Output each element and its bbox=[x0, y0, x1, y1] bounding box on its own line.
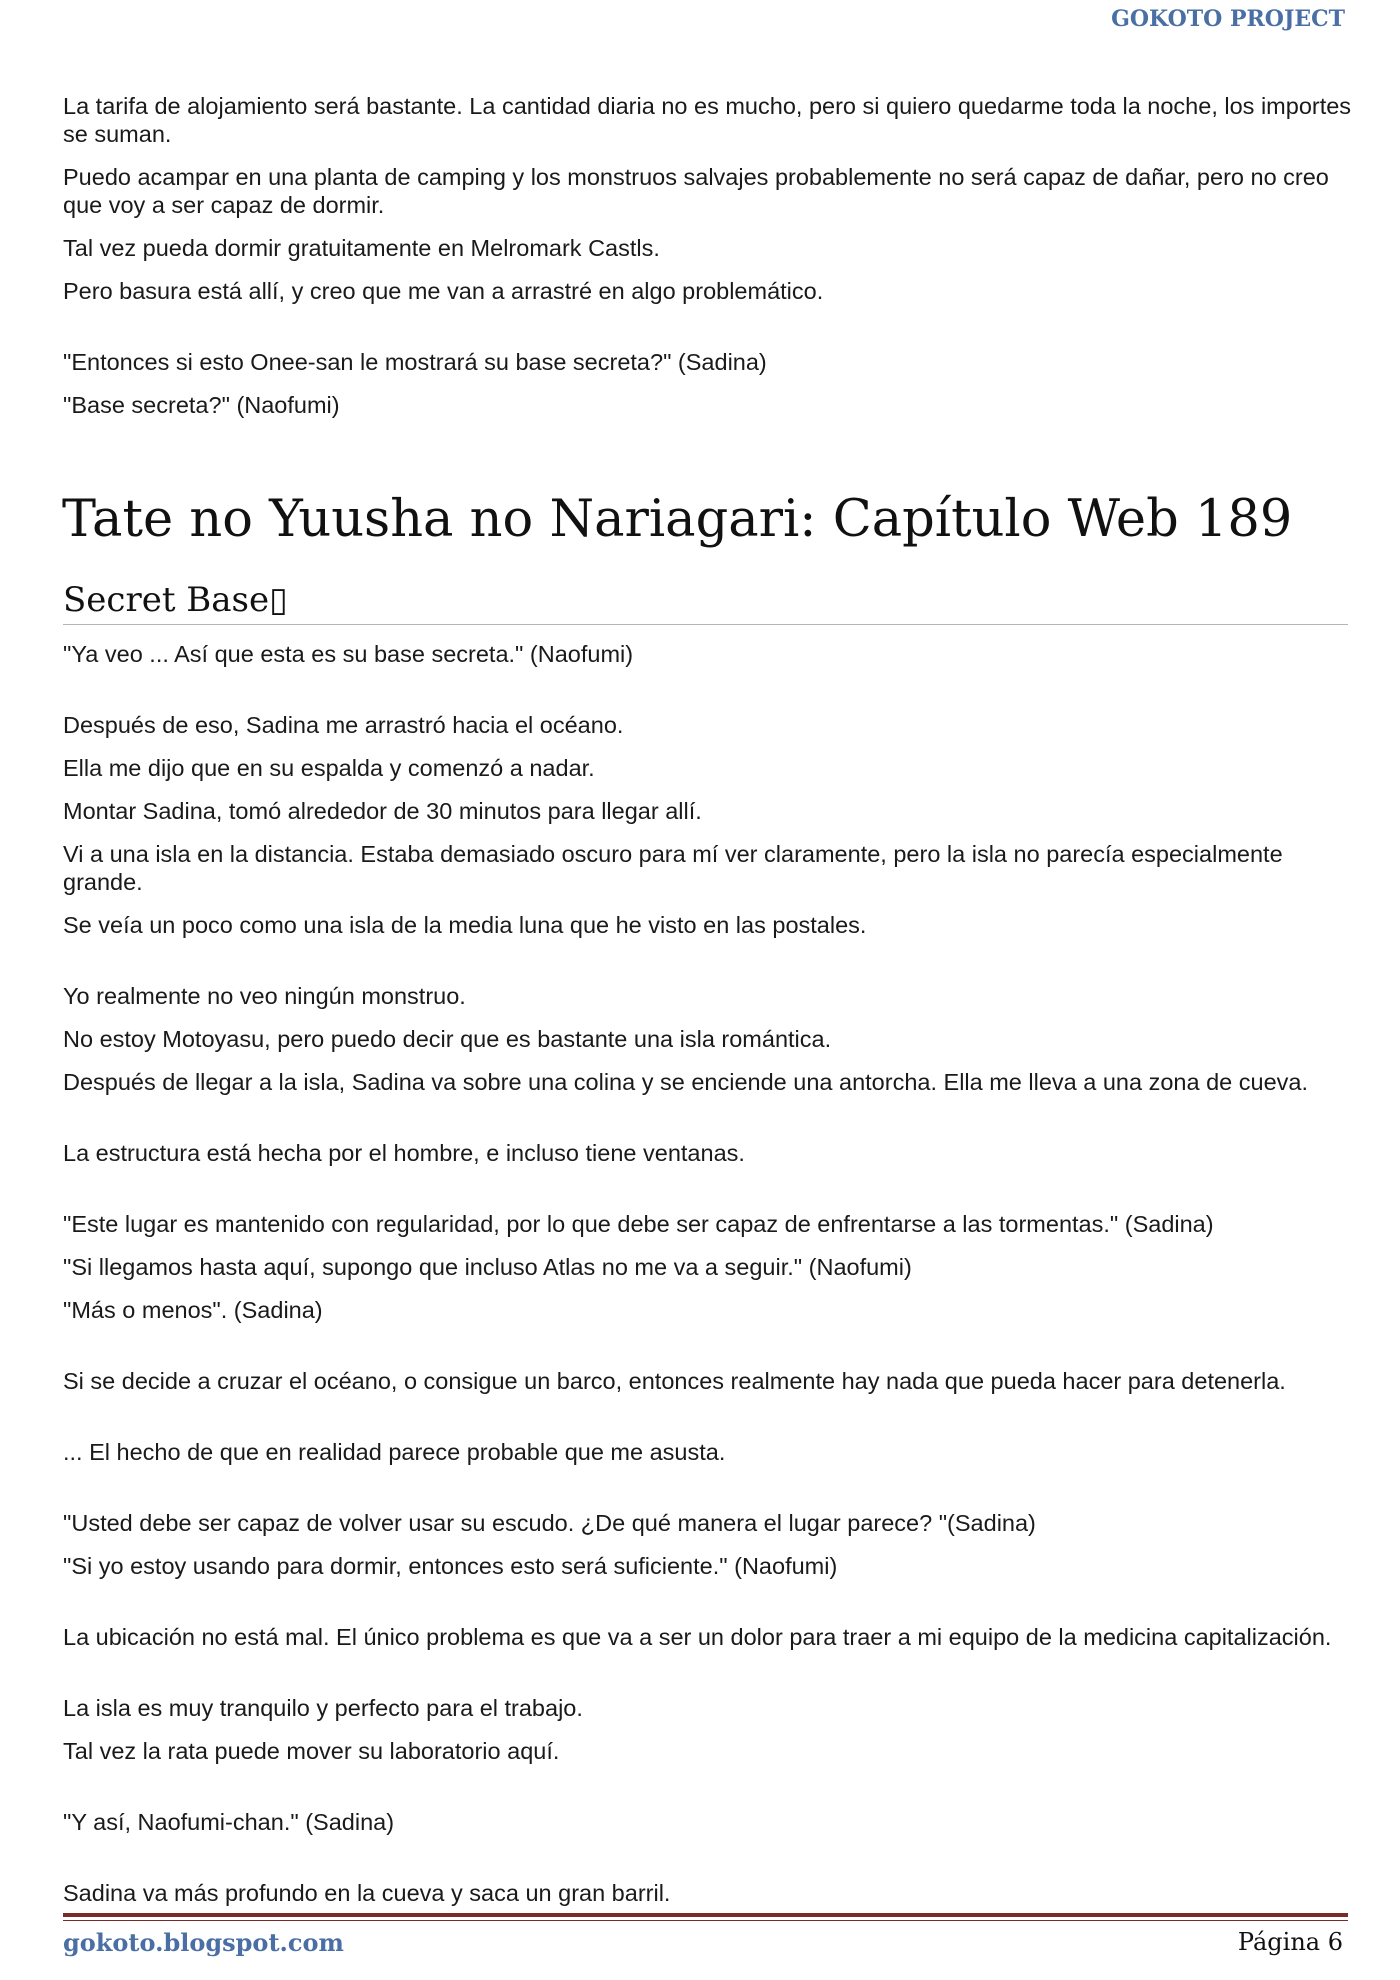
paragraph: Se veía un poco como una isla de la media luna que he visto en las postales. bbox=[63, 912, 867, 938]
paragraph: Si se decide a cruzar el océano, o consigue un barco, entonces realmente hay nada que pueda hacer para detenerla. bbox=[63, 1368, 1286, 1394]
paragraph: La ubicación no está mal. El único problema es que va a ser un dolor para traer a mi equipo de la medicina capitalización. bbox=[63, 1624, 1332, 1650]
paragraph: Vi a una isla en la distancia. Estaba demasiado oscuro para mí ver claramente, pero la isla no parecía especialmente grande. bbox=[63, 841, 1283, 895]
paragraph: Después de eso, Sadina me arrastró hacia el océano. bbox=[63, 712, 624, 738]
footer-divider-thin bbox=[63, 1920, 1348, 1921]
paragraph: Montar Sadina, tomó alrededor de 30 minutos para llegar allí. bbox=[63, 798, 702, 824]
dialogue-line: "Base secreta?" (Naofumi) bbox=[63, 392, 340, 418]
dialogue-line: "Este lugar es mantenido con regularidad, por lo que debe ser capaz de enfrentarse a las tormentas." (Sadina) bbox=[63, 1211, 1214, 1237]
header-brand: GOKOTO PROJECT bbox=[1111, 6, 1345, 32]
dialogue-line: "Más o menos". (Sadina) bbox=[63, 1297, 323, 1323]
dialogue-line: "Entonces si esto Onee-san le mostrará su base secreta?" (Sadina) bbox=[63, 349, 767, 375]
paragraph: La tarifa de alojamiento será bastante. La cantidad diaria no es mucho, pero si quiero quedarme toda la noche, los importes se suman. bbox=[63, 93, 1352, 147]
dialogue-line: "Si llegamos hasta aquí, supongo que incluso Atlas no me va a seguir." (Naofumi) bbox=[63, 1254, 912, 1280]
paragraph: Puedo acampar en una planta de camping y los monstruos salvajes probablemente no será capaz de dañar, pero no creo que voy a ser capaz de dormir. bbox=[63, 164, 1329, 218]
paragraph: Pero basura está allí, y creo que me van a arrastré en algo problemático. bbox=[63, 278, 824, 304]
footer-url: gokoto.blogspot.com bbox=[63, 1928, 344, 1957]
paragraph: La estructura está hecha por el hombre, e incluso tiene ventanas. bbox=[63, 1140, 745, 1166]
paragraph: Sadina va más profundo en la cueva y saca un gran barril. bbox=[63, 1880, 671, 1906]
section-divider bbox=[63, 624, 1348, 625]
paragraph: ... El hecho de que en realidad parece probable que me asusta. bbox=[63, 1439, 726, 1465]
dialogue-line: "Si yo estoy usando para dormir, entonces esto será suficiente." (Naofumi) bbox=[63, 1553, 838, 1579]
paragraph: Yo realmente no veo ningún monstruo. bbox=[63, 983, 466, 1009]
paragraph: No estoy Motoyasu, pero puedo decir que es bastante una isla romántica. bbox=[63, 1026, 832, 1052]
paragraph: Tal vez la rata puede mover su laboratorio aquí. bbox=[63, 1738, 560, 1764]
chapter-title: Tate no Yuusha no Nariagari: Capítulo Web 189 bbox=[62, 490, 1293, 549]
footer-divider bbox=[63, 1913, 1348, 1917]
paragraph: La isla es muy tranquilo y perfecto para el trabajo. bbox=[63, 1695, 583, 1721]
paragraph: Ella me dijo que en su espalda y comenzó a nadar. bbox=[63, 755, 595, 781]
dialogue-line: "Usted debe ser capaz de volver usar su escudo. ¿De qué manera el lugar parece? "(Sadina) bbox=[63, 1510, 1036, 1536]
dialogue-line: "Ya veo ... Así que esta es su base secreta." (Naofumi) bbox=[63, 641, 634, 667]
section-title: Secret Base▯ bbox=[63, 580, 288, 620]
page-number: Página 6 bbox=[1237, 1928, 1343, 1956]
paragraph: Tal vez pueda dormir gratuitamente en Melromark Castls. bbox=[63, 235, 660, 261]
dialogue-line: "Y así, Naofumi-chan." (Sadina) bbox=[63, 1809, 395, 1835]
paragraph: Después de llegar a la isla, Sadina va sobre una colina y se enciende una antorcha. Ella me lleva a una zona de cueva. bbox=[63, 1069, 1308, 1095]
